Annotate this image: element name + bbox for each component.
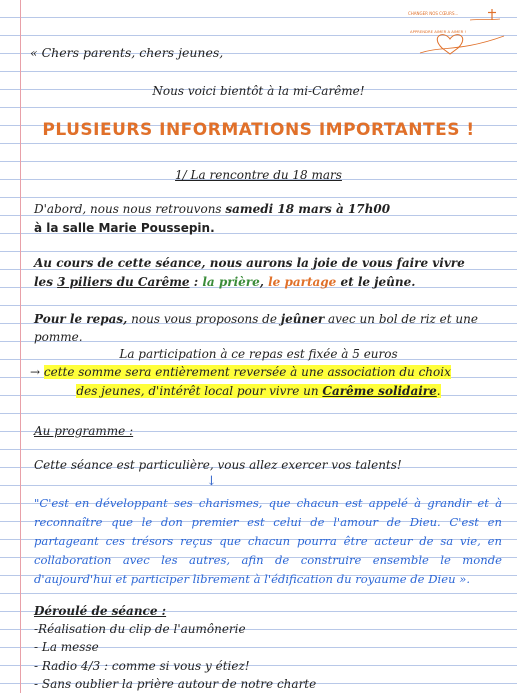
paragraph3-line2: pomme. xyxy=(34,330,83,344)
schedule-item: - Sans oublier la prière autour de notre charte xyxy=(34,677,317,691)
heart-cross-logo-icon xyxy=(400,6,508,56)
meeting-place: à la salle Marie Poussepin. xyxy=(34,221,215,235)
pillar-sep: , xyxy=(259,275,269,289)
right-arrow-icon: → xyxy=(30,365,44,379)
fast-word: jeûner xyxy=(280,312,325,326)
page-title: PLUSIEURS INFORMATIONS IMPORTANTES ! xyxy=(42,120,475,140)
meal-post: avec un bol de riz et une xyxy=(324,312,478,326)
paragraph3-line1 xyxy=(34,312,478,326)
meal-label: Pour le repas, xyxy=(34,312,128,326)
paragraph2-line1: Au cours de cette séance, nous aurons la joie de vous faire vivre xyxy=(34,256,465,270)
section-subtitle: 1/ La rencontre du 18 mars xyxy=(175,168,342,182)
paragraph1-line2 xyxy=(34,221,215,235)
logo-line2: APPRENDRE AIMER A AIMER ! xyxy=(410,29,467,34)
donation-end: . xyxy=(436,384,441,398)
solidarity-lent: Carême solidaire xyxy=(322,384,437,398)
schedule-item: -Réalisation du clip de l'aumônerie xyxy=(34,622,246,636)
down-arrow-icon: ↓ xyxy=(206,474,217,489)
meal-pre: nous vous proposons de xyxy=(127,312,281,326)
pillar-end: et le jeûne. xyxy=(336,275,416,289)
pillars-label: 3 piliers du Carême xyxy=(57,275,190,289)
paragraph1-pre: D'abord, nous nous retrouvons xyxy=(34,202,226,216)
pillar-prayer: la prière xyxy=(202,275,260,289)
pillars-colon: : xyxy=(189,275,203,289)
paragraph2-line2 xyxy=(34,275,415,289)
donation-text-b: des jeunes, d'intérêt local pour vivre un xyxy=(76,384,323,398)
charisma-quote: "C'est en développant ses charismes, que chacun est appelé à grandir et à reconnaître que le don premier est celui de l'amour de Dieu. C'est en partageant ces trésors reçus que chacun pourra être acteur de sa vie, en collaboration avec les autres, afin de construire ensemble le monde d'aujourd'hui et participer librement à l'édification du royaume de Dieu ». xyxy=(34,496,502,586)
donation-line1 xyxy=(30,365,451,379)
greeting: « Chers parents, chers jeunes, xyxy=(30,45,224,60)
donation-line2 xyxy=(0,384,517,398)
price-line: La participation à ce repas est fixée à 5 euros xyxy=(119,347,398,361)
donation-highlight xyxy=(76,384,440,398)
program-heading: Au programme : xyxy=(34,424,134,438)
logo xyxy=(400,6,508,56)
schedule-heading: Déroulé de séance : xyxy=(34,604,167,618)
talent-text: Cette séance est particulière, vous allez exercer vos talents! xyxy=(34,458,402,472)
logo-line1: CHANGER NOS CŒURS... xyxy=(408,11,459,16)
paragraph1-line1 xyxy=(34,202,390,216)
pillars-pre: les xyxy=(34,275,58,289)
schedule-item: - Radio 4/3 : comme si vous y étiez! xyxy=(34,659,250,673)
pillar-partage: le partage xyxy=(268,275,337,289)
donation-text-a: cette somme sera entièrement reversée à une association du choix xyxy=(43,365,451,379)
intro-text: Nous voici bientôt à la mi-Carême! xyxy=(152,84,365,98)
meeting-date: samedi 18 mars à 17h00 xyxy=(225,202,391,216)
schedule-item: - La messe xyxy=(34,640,99,654)
